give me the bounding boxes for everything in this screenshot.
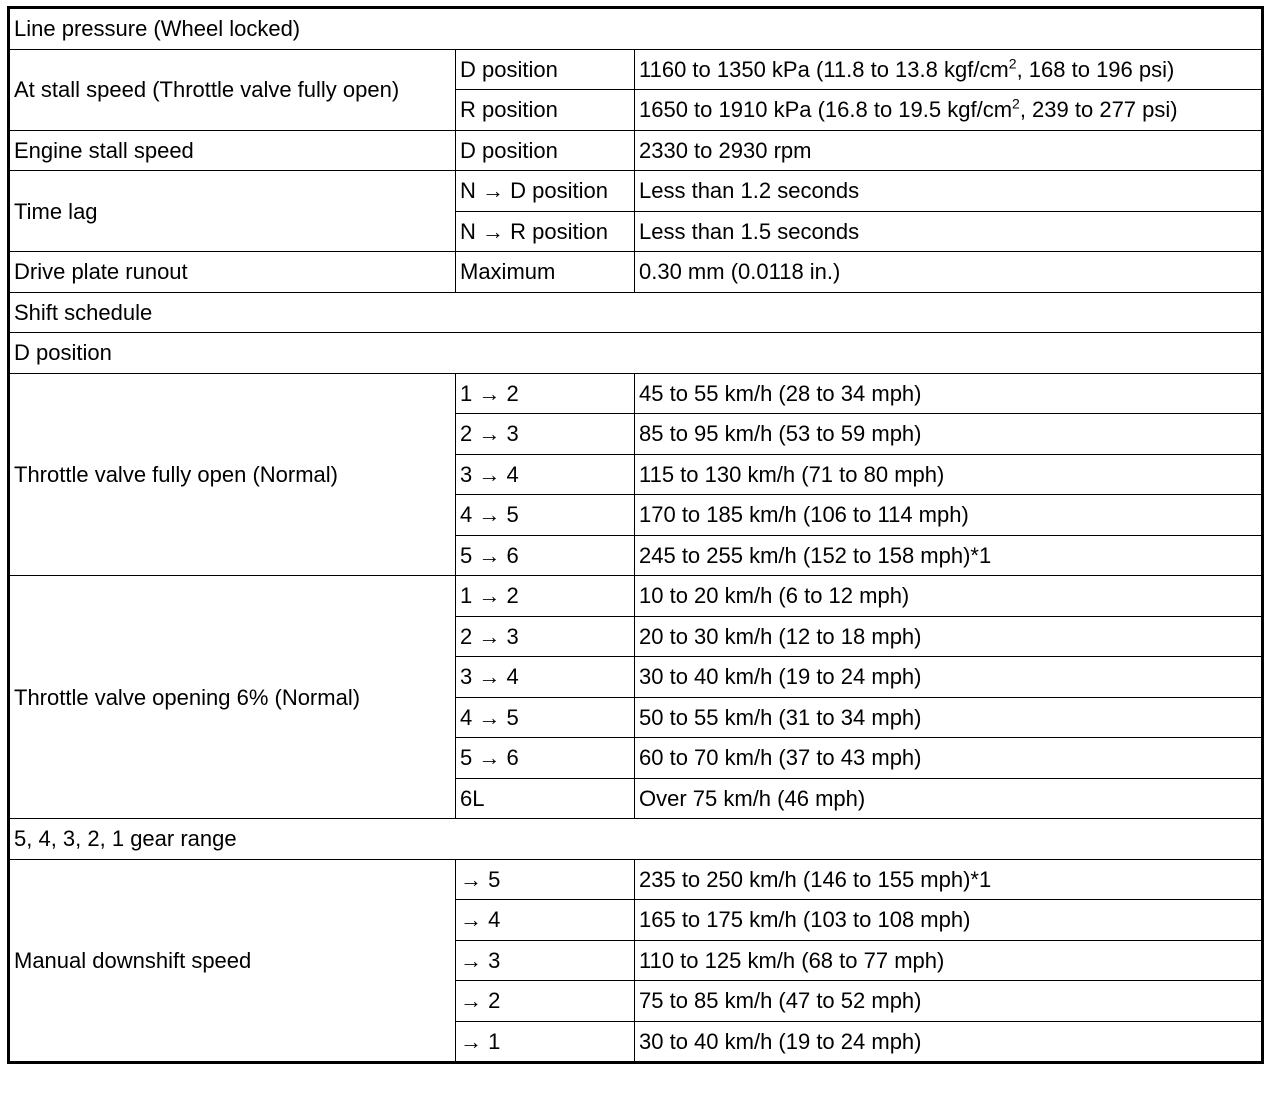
engine-stall-value: 2330 to 2930 rpm — [635, 130, 1263, 171]
shift-cell: 2 → 3 — [456, 414, 635, 455]
shift-cell: 4 → 5 — [456, 697, 635, 738]
table-row — [9, 292, 1263, 333]
time-lag-nd-value: Less than 1.2 seconds — [635, 171, 1263, 212]
speed-cell: 45 to 55 km/h (28 to 34 mph) — [635, 373, 1263, 414]
speed-cell: Over 75 km/h (46 mph) — [635, 778, 1263, 819]
speed-cell: 30 to 40 km/h (19 to 24 mph) — [635, 1021, 1263, 1063]
runout-position: Maximum — [456, 252, 635, 293]
speed-cell: 85 to 95 km/h (53 to 59 mph) — [635, 414, 1263, 455]
engine-stall-position: D position — [456, 130, 635, 171]
stall-speed-label: At stall speed (Throttle valve fully open) — [9, 49, 456, 130]
stall-d-value — [635, 49, 1263, 90]
speed-cell: 115 to 130 km/h (71 to 80 mph) — [635, 454, 1263, 495]
speed-cell: 75 to 85 km/h (47 to 52 mph) — [635, 981, 1263, 1022]
stall-r-value-text-end: , 239 to 277 psi) — [1019, 97, 1178, 123]
speed-cell: 10 to 20 km/h (6 to 12 mph) — [635, 576, 1263, 617]
engine-stall-label: Engine stall speed — [9, 130, 456, 171]
stall-r-value-text: 1650 to 1910 kPa (16.8 to 19.5 kgf/cm — [639, 97, 1013, 123]
shift-cell: → 5 — [456, 859, 635, 900]
table-row — [9, 252, 1263, 293]
table-row — [9, 373, 1263, 414]
table-row — [9, 49, 1263, 90]
table-row — [9, 8, 1263, 50]
time-lag-nd-position: N → D position — [456, 171, 635, 212]
runout-label: Drive plate runout — [9, 252, 456, 293]
superscript-2: 2 — [1008, 55, 1017, 72]
manual-downshift-label: Manual downshift speed — [9, 859, 456, 1063]
table-row — [9, 819, 1263, 860]
time-lag-label: Time lag — [9, 171, 456, 252]
stall-r-value — [635, 90, 1263, 131]
speed-cell: 235 to 250 km/h (146 to 155 mph)*1 — [635, 859, 1263, 900]
time-lag-nr-position: N → R position — [456, 211, 635, 252]
superscript-2: 2 — [1012, 95, 1020, 112]
runout-value: 0.30 mm (0.0118 in.) — [635, 252, 1263, 293]
shift-cell: 4 → 5 — [456, 495, 635, 536]
speed-cell: 245 to 255 km/h (152 to 158 mph)*1 — [635, 535, 1263, 576]
shift-cell: → 3 — [456, 940, 635, 981]
shift-cell: 6L — [456, 778, 635, 819]
six-percent-label: Throttle valve opening 6% (Normal) — [9, 576, 456, 819]
stall-d-position: D position — [456, 49, 635, 90]
shift-cell: 1 → 2 — [456, 373, 635, 414]
time-lag-nr-value: Less than 1.5 seconds — [635, 211, 1263, 252]
speed-cell: 165 to 175 km/h (103 to 108 mph) — [635, 900, 1263, 941]
section-header-d-position: D position — [9, 333, 1263, 374]
speed-cell: 170 to 185 km/h (106 to 114 mph) — [635, 495, 1263, 536]
stall-r-position: R position — [456, 90, 635, 131]
stall-d-value-text-end: , 168 to 196 psi) — [1016, 56, 1175, 82]
section-header-line-pressure: Line pressure (Wheel locked) — [9, 8, 1263, 50]
speed-cell: 20 to 30 km/h (12 to 18 mph) — [635, 616, 1263, 657]
speed-cell: 50 to 55 km/h (31 to 34 mph) — [635, 697, 1263, 738]
table-row — [9, 171, 1263, 212]
shift-cell: → 1 — [456, 1021, 635, 1063]
shift-cell: 5 → 6 — [456, 738, 635, 779]
shift-cell: → 2 — [456, 981, 635, 1022]
stall-d-value-text: 1160 to 1350 kPa (11.8 to 13.8 kgf/cm — [639, 56, 1009, 82]
shift-cell: 5 → 6 — [456, 535, 635, 576]
specification-table — [7, 6, 1264, 1064]
section-header-shift-schedule: Shift schedule — [9, 292, 1263, 333]
shift-cell: 3 → 4 — [456, 454, 635, 495]
speed-cell: 60 to 70 km/h (37 to 43 mph) — [635, 738, 1263, 779]
table-row — [9, 130, 1263, 171]
speed-cell: 30 to 40 km/h (19 to 24 mph) — [635, 657, 1263, 698]
table-row — [9, 333, 1263, 374]
shift-cell: 1 → 2 — [456, 576, 635, 617]
table-row — [9, 859, 1263, 900]
speed-cell: 110 to 125 km/h (68 to 77 mph) — [635, 940, 1263, 981]
shift-cell: 3 → 4 — [456, 657, 635, 698]
section-header-gear-range: 5, 4, 3, 2, 1 gear range — [9, 819, 1263, 860]
full-open-label: Throttle valve fully open (Normal) — [9, 373, 456, 576]
shift-cell: → 4 — [456, 900, 635, 941]
shift-cell: 2 → 3 — [456, 616, 635, 657]
table-row — [9, 576, 1263, 617]
